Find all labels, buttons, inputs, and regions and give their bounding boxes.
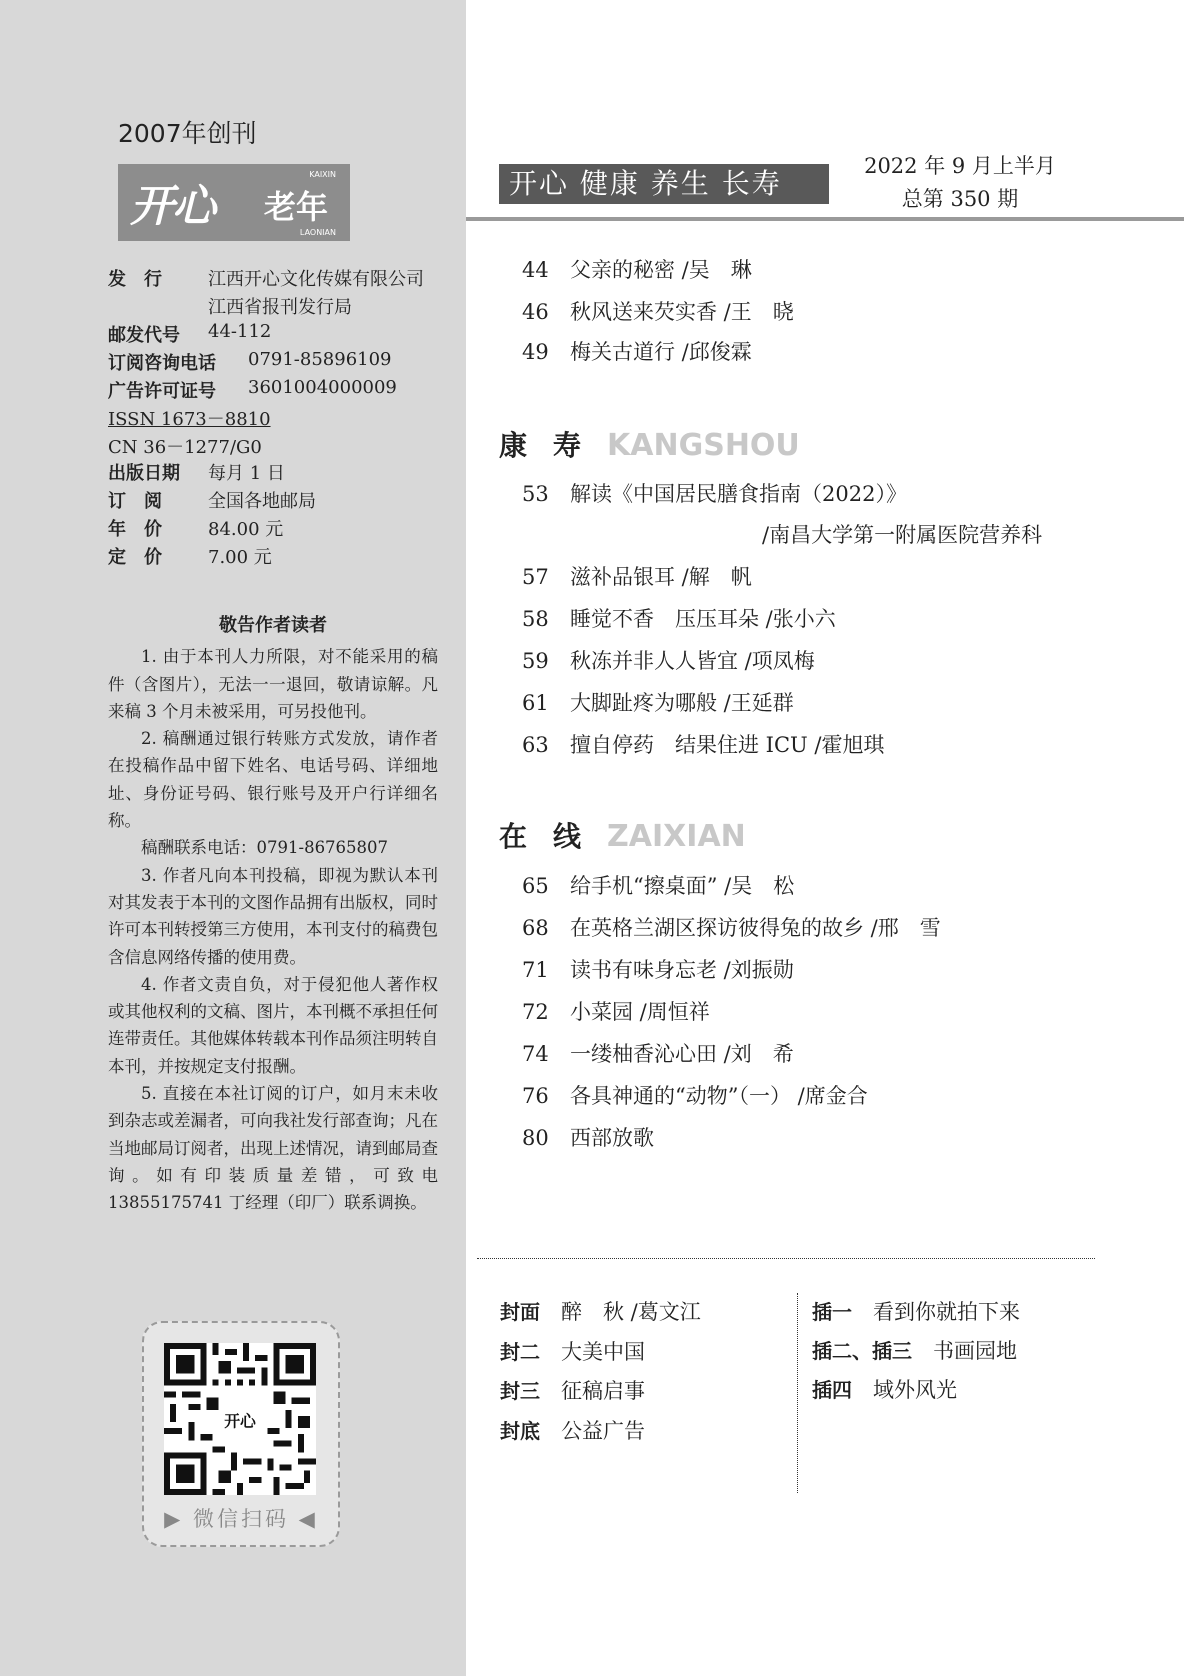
- info-value: 84.00 元: [208, 519, 284, 540]
- toc-item[interactable]: [522, 645, 815, 675]
- insert-item: [812, 1296, 1020, 1326]
- notice-paragraph: 1. 由于本刊人力所限，对不能采用的稿件（含图片），无法一一退回，敬请谅解。凡来稿 3 个月未被采用，可另投他刊。: [108, 647, 438, 721]
- info-cn: [108, 433, 458, 459]
- toc-item[interactable]: [522, 1038, 794, 1068]
- logo-sub: 老年: [264, 188, 329, 226]
- toc-item[interactable]: [522, 729, 885, 759]
- info-label: 广告许可证号: [108, 381, 216, 402]
- page-number: 74: [522, 1042, 549, 1066]
- cover-item: [500, 1375, 645, 1405]
- article-title: 小菜园 /周恒祥: [570, 1000, 710, 1024]
- info-annual-price: [108, 515, 458, 543]
- page-number: 76: [522, 1084, 549, 1108]
- info-label: 发 行: [108, 269, 162, 290]
- notice-paragraph: 3. 作者凡向本刊投稿，即视为默认本刊对其发表于本刊的文图作品拥有出版权，同时许可本刊转授第三方使用，本刊支付的稿费包含信息网络传播的使用费。: [108, 865, 438, 967]
- insert-value: 域外风光: [873, 1378, 957, 1402]
- slogan-banner: 开心 健康 养生 长寿: [499, 164, 829, 204]
- cover-label: 封面: [500, 1300, 540, 1324]
- page-number: 65: [522, 874, 549, 898]
- toc-item[interactable]: [522, 561, 752, 591]
- info-value: 江西开心文化传媒有限公司: [208, 269, 424, 290]
- cover-item: [500, 1415, 645, 1445]
- cover-label: 封底: [500, 1419, 540, 1443]
- article-author: /南昌大学第一附属医院营养科: [762, 523, 1043, 547]
- article-title: 秋风送来芡实香 /王 晓: [570, 300, 794, 324]
- issue-number: 总第 350 期: [901, 187, 1019, 211]
- insert-item: [812, 1335, 1017, 1365]
- issue-info: [850, 150, 1070, 216]
- insert-value: 看到你就拍下来: [873, 1300, 1020, 1324]
- page-number: 59: [522, 649, 549, 673]
- toc-item[interactable]: [522, 296, 794, 326]
- section-title-en: ZAIXIAN: [607, 819, 746, 854]
- article-title: 读书有味身忘老 /刘振勋: [570, 958, 794, 982]
- info-value: 江西省报刊发行局: [208, 297, 352, 318]
- info-label: 订阅咨询电话: [108, 353, 216, 374]
- notice-to-authors: [108, 612, 438, 1217]
- section-title-en: KANGSHOU: [607, 428, 800, 463]
- footer-column-divider: [797, 1293, 798, 1493]
- sidebar: [0, 0, 466, 1676]
- article-title: 秋冻并非人人皆宜 /项凤梅: [570, 649, 815, 673]
- info-postal-code: [108, 321, 458, 349]
- info-value: 44-112: [208, 321, 272, 342]
- info-value: 0791-85896109: [248, 349, 392, 370]
- notice-title: 敬告作者读者: [219, 615, 327, 636]
- info-issn: [108, 405, 458, 433]
- notice-paragraph: 5. 直接在本社订阅的订户，如月末未收到杂志或差漏者，可向我社发行部查询；凡在当地邮局订阅者，出现上述情况，请到邮局查询。如有印装质量差错，可致电 13855175741 丁经理（印厂）联系调换。: [108, 1084, 438, 1213]
- info-label: 出版日期: [108, 463, 180, 484]
- publication-info: [108, 265, 458, 571]
- info-phone: [108, 349, 458, 377]
- info-label: 定 价: [108, 547, 162, 568]
- page-number: 53: [522, 482, 549, 506]
- page-number: 46: [522, 300, 549, 324]
- section-title-cn: 在线: [499, 820, 608, 853]
- cover-value: 公益广告: [561, 1419, 645, 1443]
- cover-value: 征稿启事: [561, 1379, 645, 1403]
- cover-label: 封三: [500, 1379, 540, 1403]
- qr-code-image[interactable]: [164, 1343, 316, 1495]
- toc-item[interactable]: [522, 254, 752, 284]
- cn-number: CN 36－1277/G0: [108, 437, 262, 458]
- toc-item[interactable]: [522, 603, 836, 633]
- page-number: 63: [522, 733, 549, 757]
- article-title: 睡觉不香 压压耳朵 /张小六: [570, 607, 836, 631]
- page-number: 49: [522, 340, 549, 364]
- page-number: 58: [522, 607, 549, 631]
- info-value: 7.00 元: [208, 547, 272, 568]
- article-title: 各具神通的“动物”（一） /席金合: [570, 1084, 868, 1108]
- toc-item[interactable]: [522, 336, 752, 366]
- info-label: 年 价: [108, 519, 162, 540]
- logo-pinyin-bottom: LAONIAN: [299, 228, 336, 237]
- toc-item[interactable]: [522, 912, 941, 942]
- info-label: 邮发代号: [108, 325, 180, 346]
- info-distributor: [108, 293, 458, 321]
- info-label: 订 阅: [108, 491, 162, 512]
- logo-main: 开心: [130, 181, 214, 232]
- insert-label: 插一: [812, 1300, 852, 1324]
- info-value: 每月 1 日: [208, 463, 285, 484]
- info-value: 3601004000009: [248, 377, 397, 398]
- header-divider: [466, 217, 1184, 221]
- insert-value: 书画园地: [933, 1339, 1017, 1363]
- article-title: 给手机“擦桌面” /吴 松: [570, 874, 795, 898]
- article-title: 一缕柚香沁心田 /刘 希: [570, 1042, 794, 1066]
- article-title: 大脚趾疼为哪般 /王延群: [570, 691, 794, 715]
- page-number: 71: [522, 958, 549, 982]
- toc-item[interactable]: [522, 1122, 654, 1152]
- page-number: 57: [522, 565, 549, 589]
- info-publisher: [108, 265, 458, 293]
- info-subscribe: [108, 487, 458, 515]
- info-value: 全国各地邮局: [208, 491, 316, 512]
- qr-center-logo: 开心: [224, 1411, 256, 1431]
- info-publish-date: [108, 459, 458, 487]
- toc-item[interactable]: [522, 996, 710, 1026]
- article-title: 滋补品银耳 /解 帆: [570, 565, 752, 589]
- toc-item[interactable]: [522, 954, 794, 984]
- page-number: 80: [522, 1126, 549, 1150]
- article-title: 在英格兰湖区探访彼得兔的故乡 /邢 雪: [570, 916, 941, 940]
- wechat-scan-label: ▶ 微信扫码 ◀: [164, 1507, 318, 1531]
- cover-item: [500, 1296, 701, 1326]
- info-price: [108, 543, 458, 571]
- article-title: 梅关古道行 /邱俊霖: [570, 340, 752, 364]
- section-heading-kangshou: [499, 424, 800, 464]
- article-title: 父亲的秘密 /吴 琳: [570, 258, 752, 282]
- logo-pinyin-top: KAIXIN: [309, 170, 336, 179]
- founded-label: 2007年创刊: [118, 119, 257, 148]
- notice-paragraph: 2. 稿酬通过银行转账方式发放，请作者在投稿作品中留下姓名、电话号码、详细地址、身份证号码、银行账号及开户行详细名称。: [108, 729, 438, 831]
- notice-paragraph: 4. 作者文责自负，对于侵犯他人著作权或其他权利的文稿、图片，本刊概不承担任何连带责任。其他媒体转载本刊作品须注明转自本刊，并按规定支付报酬。: [108, 974, 438, 1076]
- cover-value: 大美中国: [561, 1340, 645, 1364]
- insert-label: 插四: [812, 1378, 852, 1402]
- info-ad-license: [108, 377, 458, 405]
- article-title: 解读《中国居民膳食指南（2022）》: [570, 482, 907, 506]
- insert-item: [812, 1374, 957, 1404]
- footer-divider: [477, 1258, 1095, 1259]
- cover-item: [500, 1336, 645, 1366]
- page-number: 68: [522, 916, 549, 940]
- notice-paragraph: 稿酬联系电话：0791-86765807: [141, 838, 389, 858]
- toc-item[interactable]: [522, 687, 794, 717]
- page-number: 72: [522, 1000, 549, 1024]
- toc-item[interactable]: [522, 478, 907, 508]
- insert-label: 插二、插三: [812, 1339, 912, 1363]
- page-number: 61: [522, 691, 549, 715]
- wechat-qr-box: [142, 1321, 340, 1547]
- toc-item[interactable]: [522, 870, 794, 900]
- cover-value: 醉 秋 /葛文江: [561, 1300, 701, 1324]
- section-heading-zaixian: [499, 815, 746, 855]
- issn-number: ISSN 1673－8810: [108, 409, 271, 430]
- article-title: 西部放歌: [570, 1126, 654, 1150]
- magazine-logo: [118, 164, 350, 241]
- section-title-cn: 康寿: [499, 429, 608, 462]
- toc-item[interactable]: [522, 1080, 868, 1110]
- page-number: 44: [522, 258, 549, 282]
- issue-date: 2022 年 9 月上半月: [864, 154, 1056, 178]
- article-title: 擅自停药 结果住进 ICU /霍旭琪: [570, 733, 885, 757]
- cover-label: 封二: [500, 1340, 540, 1364]
